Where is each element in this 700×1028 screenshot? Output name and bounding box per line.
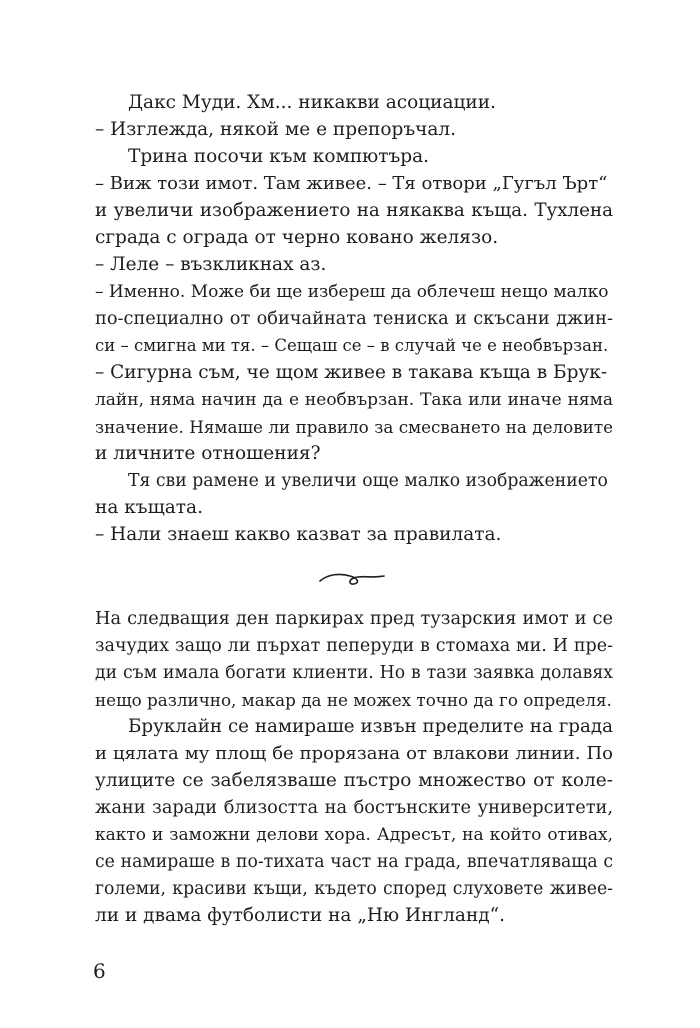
text-line: големи, красиви къщи, където според слуховете живее- [95,879,613,899]
text-line: – Именно. Може би ще избереш да облечеш нещо малко [95,282,609,302]
text-line: ли и двама футболисти на „Ню Ингланд“. [95,905,506,926]
page-number: 6 [93,959,106,983]
text-line: и цялата му площ бе прорязана от влакови линии. По [95,743,613,764]
text-line: – Леле – възкликнах аз. [95,254,327,275]
text-line: – Виж този имот. Там живее. – Тя отвори „Гугъл Ърт“ [95,173,608,194]
text-line: нещо различно, макар да не можех точно да го определя. [95,690,612,710]
text-line: се намираше в по-тихата част на града, впечатляваща с [95,852,613,872]
text-line: – Изглежда, някой ме е препоръчал. [95,119,457,140]
text-line: улиците се забелязваше пъстро множество от коле- [95,770,613,791]
text-line: както и заможни делови хора. Адресът, на който отивах, [95,825,613,845]
text-line: Бруклайн се намираше извън пределите на града [128,716,613,737]
text-line: На следващия ден паркирах пред тузарския имот и се [95,609,613,629]
text-line: значение. Нямаше ли правило за смесването на деловите [95,417,613,437]
text-line: Тя сви рамене и увеличи още малко изображението [128,471,608,491]
text-line: ди съм имала богати клиенти. Но в тази заявка долавях [95,663,613,683]
text-line: и увеличи изображението на някаква къща. Тухлена [95,200,613,221]
text-line: по-специално от обичайната тениска и скъсани джин- [95,309,613,329]
text-line: на къщата. [95,497,203,518]
text-line: – Сигурна съм, че щом живее в такава къща в Брук- [95,362,608,383]
text-line: жани заради близостта на бостънските университети, [95,798,613,818]
text-line: Дакс Муди. Хм... никакви асоциации. [128,92,496,113]
text-line: и личните отношения? [95,443,321,464]
text-line: Трина посочи към компютъра. [128,146,430,167]
text-line: сграда с ограда от черно ковано желязо. [95,227,499,248]
text-line: си – смигна ми тя. – Сещаш се – в случай че е необвързан. [95,336,609,355]
text-line: лайн, няма начин да е необвързан. Така или иначе няма [95,390,613,410]
text-line: – Нали знаеш какво казват за правилата. [95,524,502,545]
text-line: зачудих защо ли пърхат пеперуди в стомаха ми. И пре- [95,636,613,656]
section-divider-flourish-icon [318,568,386,588]
